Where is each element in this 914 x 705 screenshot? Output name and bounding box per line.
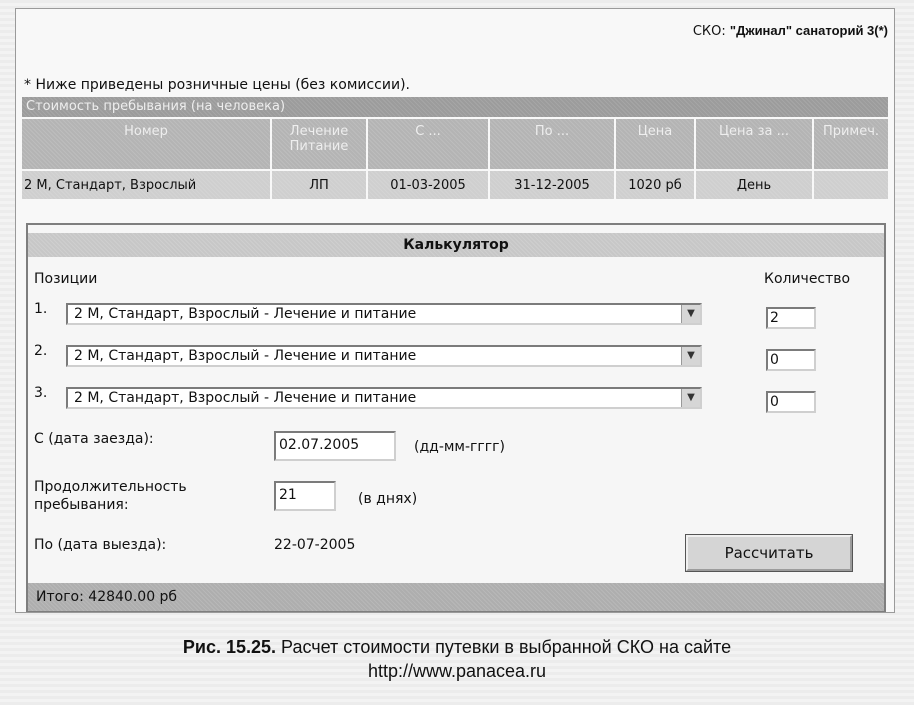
- checkout-label: По (дата выезда):: [34, 537, 167, 553]
- browser-screenshot: [15, 8, 895, 613]
- position-number-1: 1.: [34, 301, 48, 317]
- table-row: [22, 170, 889, 199]
- sko-label: СКО:: [692, 24, 726, 39]
- col-room: Номер: [22, 119, 271, 170]
- quantity-input-2[interactable]: 0: [766, 349, 816, 371]
- quantity-label: Количество: [764, 271, 851, 287]
- figure-text: Расчет стоимости путевки в выбранной СКО на сайте: [281, 637, 732, 657]
- cell-room: 2 М, Стандарт, Взрослый: [22, 170, 271, 199]
- calculator-title: Калькулятор: [28, 233, 884, 257]
- col-treatment-line2: Питание: [289, 139, 349, 154]
- chevron-down-icon[interactable]: ▼: [681, 347, 700, 365]
- position-number-3: 3.: [34, 385, 48, 401]
- chevron-down-icon[interactable]: ▼: [681, 389, 700, 407]
- checkin-label: С (дата заезда):: [34, 431, 154, 447]
- calculator-panel: [26, 223, 886, 613]
- position-select-1-value: 2 М, Стандарт, Взрослый - Лечение и питание: [74, 306, 417, 322]
- col-from: С ...: [367, 119, 489, 170]
- sko-name: "Джинал" санаторий 3(*): [729, 23, 888, 38]
- col-treatment-line1: Лечение: [289, 124, 349, 139]
- position-select-2[interactable]: [66, 345, 702, 367]
- col-price: Цена: [615, 119, 695, 170]
- position-select-1[interactable]: [66, 303, 702, 325]
- duration-label-line1: Продолжительность: [34, 479, 187, 495]
- figure-number: Рис. 15.25.: [182, 637, 277, 657]
- price-table-header: [22, 119, 889, 170]
- price-table: [22, 119, 890, 199]
- position-select-2-value: 2 М, Стандарт, Взрослый - Лечение и питание: [74, 348, 417, 364]
- quantity-input-1[interactable]: 2: [766, 307, 816, 329]
- duration-unit: (в днях): [358, 491, 418, 507]
- col-to: По ...: [489, 119, 615, 170]
- duration-input[interactable]: 21: [274, 481, 336, 511]
- total-label: Итого:: [36, 589, 84, 605]
- duration-label-line2: пребывания:: [34, 497, 129, 513]
- chevron-down-icon[interactable]: ▼: [681, 305, 700, 323]
- total-value: 42840.00 рб: [88, 589, 178, 605]
- checkout-date-value: 22-07-2005: [274, 537, 356, 553]
- figure-caption: [0, 635, 914, 683]
- cell-note: [813, 170, 889, 199]
- col-price-per: Цена за ...: [695, 119, 813, 170]
- col-note: Примеч.: [813, 119, 889, 170]
- cell-treatment: ЛП: [271, 170, 367, 199]
- figure-url: http://www.panacea.ru: [367, 661, 547, 681]
- checkin-date-input[interactable]: 02.07.2005: [274, 431, 396, 461]
- position-number-2: 2.: [34, 343, 48, 359]
- cell-price: 1020 рб: [615, 170, 695, 199]
- sko-header: [693, 23, 888, 39]
- col-treatment: [271, 119, 367, 170]
- total-bar: [28, 583, 884, 611]
- price-note: * Ниже приведены розничные цены (без комиссии).: [24, 77, 410, 93]
- calculate-button[interactable]: Рассчитать: [686, 535, 852, 571]
- position-select-3-value: 2 М, Стандарт, Взрослый - Лечение и питание: [74, 390, 417, 406]
- position-select-3[interactable]: [66, 387, 702, 409]
- positions-label: Позиции: [34, 271, 98, 287]
- cell-from: 01-03-2005: [367, 170, 489, 199]
- date-format-hint: (дд-мм-гггг): [414, 439, 505, 455]
- cell-price-per: День: [695, 170, 813, 199]
- quantity-input-3[interactable]: 0: [766, 391, 816, 413]
- cost-bar: Стоимость пребывания (на человека): [22, 97, 888, 117]
- cell-to: 31-12-2005: [489, 170, 615, 199]
